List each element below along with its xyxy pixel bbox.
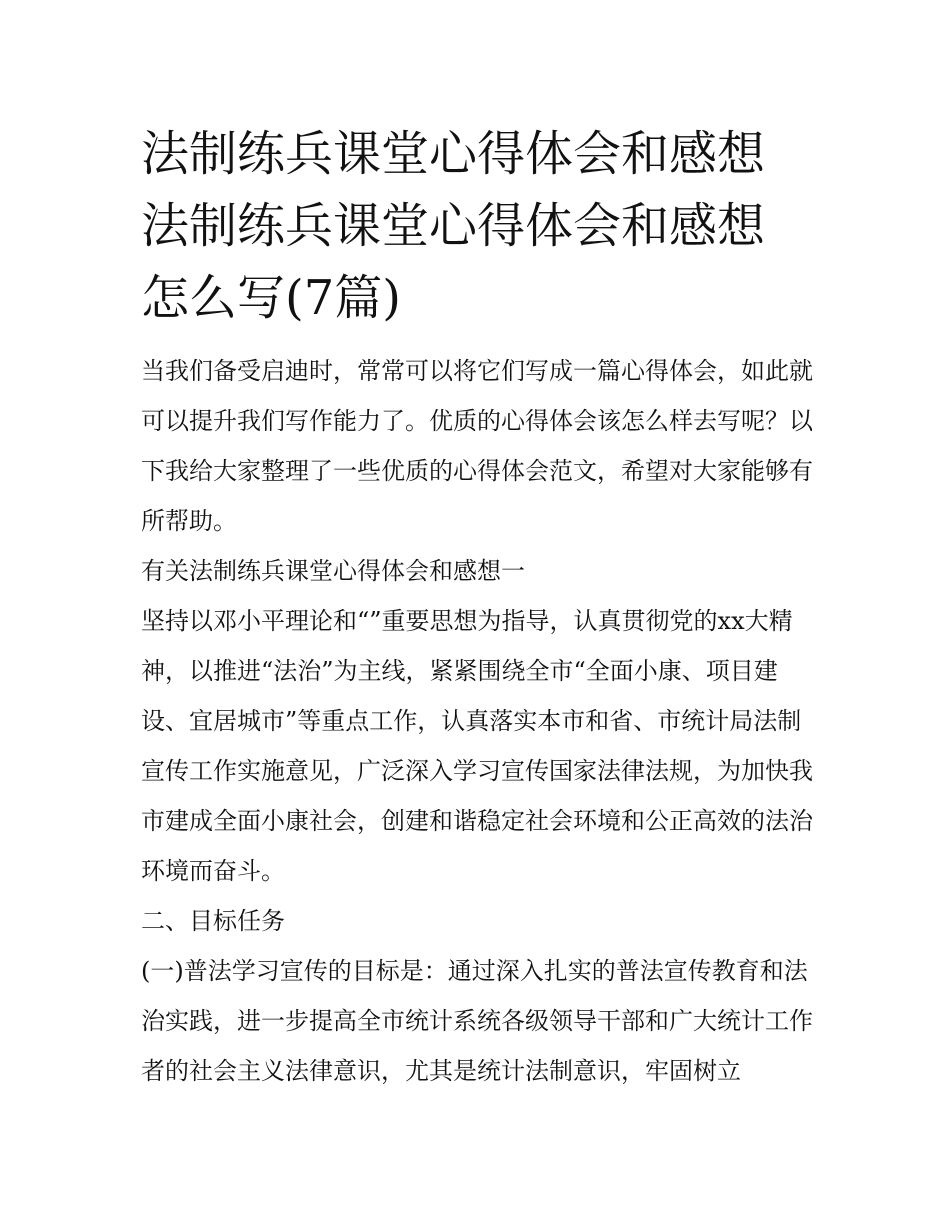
intro-paragraph: 当我们备受启迪时，常常可以将它们写成一篇心得体会，如此就可以提升我们写作能力了。优质的心得体会该怎么样去写呢？以下我给大家整理了一些优质的心得体会范文，希望对大家能够有所帮助。	[141, 357, 813, 535]
paragraph-2: (一)普法学习宣传的目标是：通过深入扎实的普法宣传教育和法治实践，进一步提高全市统计系统各级领导干部和广大统计工作者的社会主义法律意识，尤其是统计法制意识，牢固树立	[141, 957, 813, 1085]
title-line-1: 法制练兵课堂心得体会和感想	[141, 126, 766, 182]
title-line-2: 法制练兵课堂心得体会和感想	[141, 198, 766, 254]
document-body	[141, 346, 821, 1096]
document-title	[141, 118, 821, 334]
title-line-3: 怎么写(7篇)	[141, 270, 401, 326]
section-title: 有关法制练兵课堂心得体会和感想一	[141, 557, 525, 585]
heading-2: 二、目标任务	[141, 907, 285, 935]
paragraph-1: 坚持以邓小平理论和“”重要思想为指导，认真贯彻党的xx大精神，以推进“法治”为主线，紧紧围绕全市“全面小康、项目建设、宜居城市”等重点工作，认真落实本市和省、市统计局法制宣传工作实施意见，广泛深入学习宣传国家法律法规，为加快我市建成全面小康社会，创建和谐稳定社会环境和公正高效的法治环境而奋斗。	[141, 607, 813, 885]
document-page	[141, 118, 821, 1096]
